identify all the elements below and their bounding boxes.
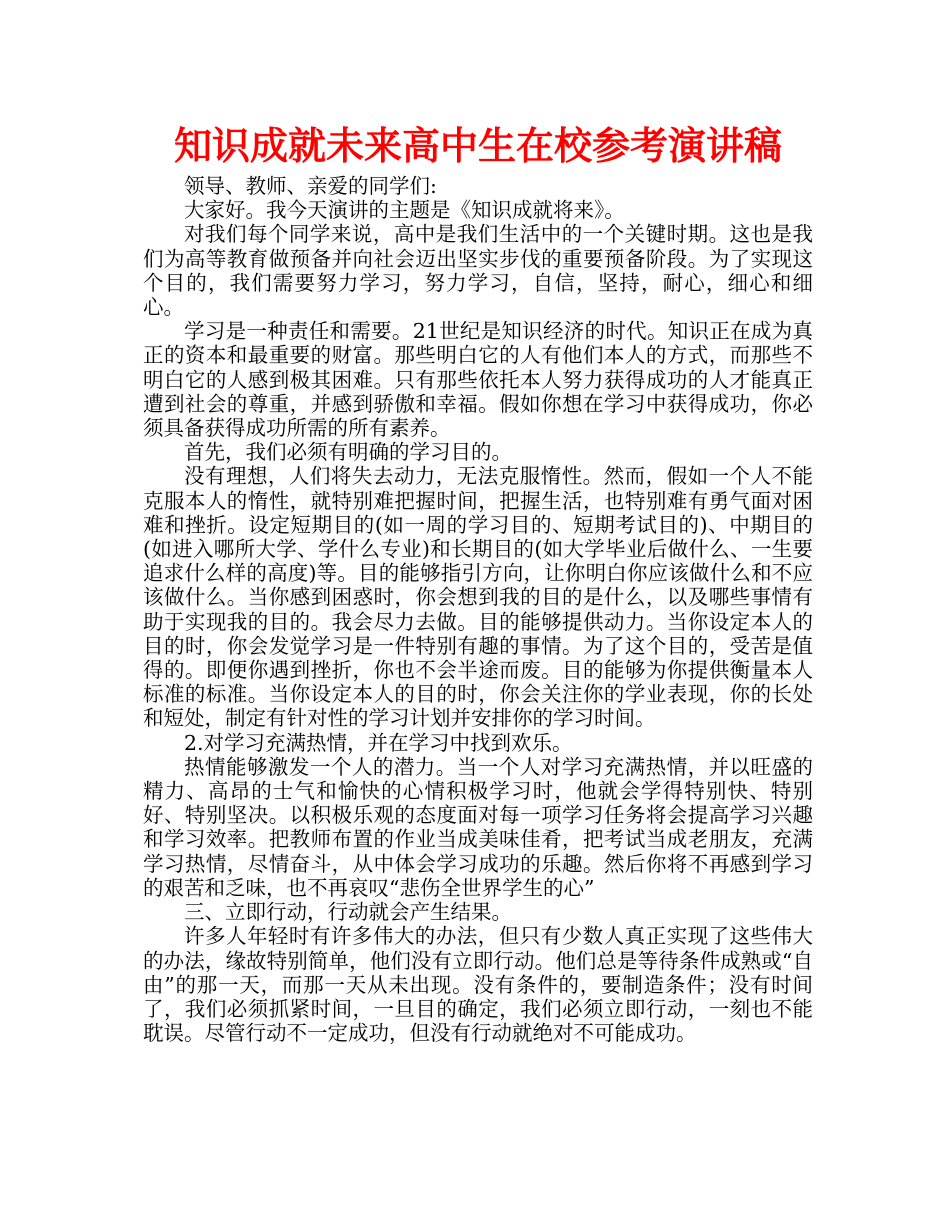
paragraph: 对我们每个同学来说，高中是我们生活中的一个关键时期。这也是我们为高等教育做预备并向社会迈出坚实步伐的重要预备阶段。为了实现这个目的，我们需要努力学习，努力学习，自信，坚持，耐心，细心和细心。 [143, 222, 813, 320]
document-title: 知识成就未来高中生在校参考演讲稿 [173, 124, 782, 168]
paragraph-greeting: 大家好。我今天演讲的主题是《知识成就将来》。 [184, 198, 625, 223]
paragraph: 许多人年轻时有许多伟大的办法，但只有少数人真正实现了这些伟大的办法，缘故特别简单，他们没有立即行动。他们总是等待条件成熟或“自由”的那一天，而那一天从未出现。没有条件的，要制造条件；没有时间了，我们必须抓紧时间，一旦目的确定，我们必须立即行动，一刻也不能耽误。尽管行动不一定成功，但没有行动就绝对不可能成功。 [143, 924, 813, 1046]
document-body [143, 174, 813, 1045]
paragraph-heading: 首先，我们必须有明确的学习目的。 [184, 440, 512, 465]
paragraph-heading: 2.对学习充满热情，并在学习中找到欢乐。 [184, 730, 573, 755]
paragraph: 热情能够激发一个人的潜力。当一个人对学习充满热情，并以旺盛的精力、高昂的士气和愉快的心情积极学习时，他就会学得特别快、特别好、特别坚决。以积极乐观的态度面对每一项学习任务将会提高学习兴趣和学习效率。把教师布置的作业当成美味佳肴，把考试当成老朋友，充满学习热情，尽情奋斗，从中体会学习成功的乐趣。然后你将不再感到学习的艰苦和乏味，也不再哀叹“悲伤全世界学生的心” [143, 754, 813, 900]
paragraph-salutation: 领导、教师、亲爱的同学们: [184, 174, 437, 198]
paragraph-heading: 三、立即行动，行动就会产生结果。 [184, 900, 512, 925]
paragraph: 学习是一种责任和需要。21世纪是知识经济的时代。知识正在成为真正的资本和最重要的财富。那些明白它的人有他们本人的方式，而那些不明白它的人感到极其困难。只有那些依托本人努力获得成功的人才能真正遭到社会的尊重，并感到骄傲和幸福。假如你想在学习中获得成功，你必须具备获得成功所需的所有素养。 [143, 319, 813, 441]
paragraph: 没有理想，人们将失去动力，无法克服惰性。然而，假如一个人不能克服本人的惰性，就特别难把握时间，把握生活，也特别难有勇气面对困难和挫折。设定短期目的(如一周的学习目的、短期考试目的)、中期目的(如进入哪所大学、学什么专业)和长期目的(如大学毕业后做什么、一生要追求什么样的高度)等。目的能够指引方向，让你明白你应该做什么和不应该做什么。当你感到困惑时，你会想到我的目的是什么，以及哪些事情有助于实现我的目的。我会尽力去做。目的能够提供动力。当你设定本人的目的时，你会发觉学习是一件特别有趣的事情。为了这个目的，受苦是值得的。即便你遇到挫折，你也不会半途而废。目的能够为你提供衡量本人标准的标准。当你设定本人的目的时，你会关注你的学业表现，你的长处和短处，制定有针对性的学习计划并安排你的学习时间。 [143, 464, 813, 731]
document-page [143, 118, 813, 1045]
